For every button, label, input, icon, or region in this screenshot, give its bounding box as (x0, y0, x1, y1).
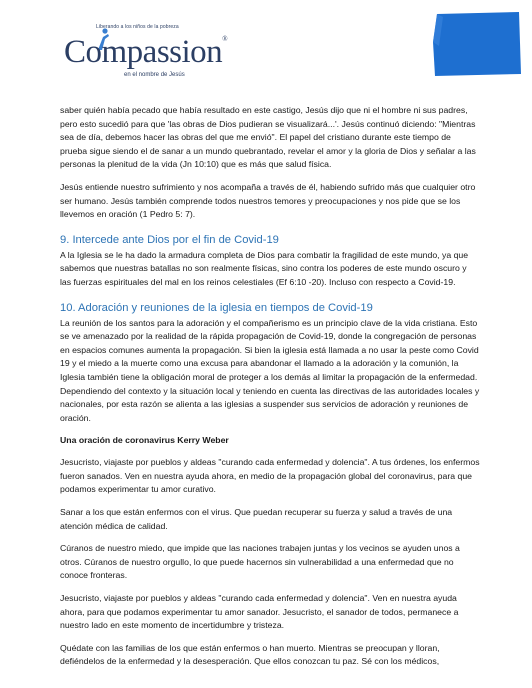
paragraph: Cúranos de nuestro miedo, que impide que las naciones trabajen juntas y los vecinos se ayuden unos a otros. Cúranos de nuestro orgullo, lo que puede hacernos sin vulnerabilidad a una enfermedad que no conoce fronteras. (60, 543, 460, 581)
paragraph: Sanar a los que están enfermos con el virus. Que puedan recuperar su fuerza y salud a través de una atención médica de calidad. (60, 507, 453, 531)
paragraph: A la Iglesia se le ha dado la armadura completa de Dios para combatir la fragilidad de este mundo, ya que sabemos que nuestras batallas no son realmente físicas, sino contra los poderes de este mundo oscuro y las fuerzas espirituales del mal en los reinos celestiales (Ef 6:10 -20). Incluso con respecto a Covid-19. (60, 249, 469, 287)
paragraph: Quédate con las familias de los que están enfermos o han muerto. Mientras se preocupan y lloran, defiéndelos de la enfermedad y la desesperación. Que ellos conozcan tu paz. Sé con los médicos, (60, 642, 440, 667)
paragraph: Jesús entiende nuestro sufrimiento y nos acompaña a través de él, habiendo sufrido más que cualquier otro ser humano. Jesús también comprende todos nuestros temores y preocupaciones y nos pide que se los llevemos en oración (1 Pedro 5: 7). (60, 181, 476, 220)
brand-color-block (433, 12, 521, 76)
paragraph: Jesucristo, viajaste por pueblos y aldeas "curando cada enfermedad y dolencia". Ven en nuestra ayuda ahora, para que podamos experimentar tu amor sanador. Jesucristo, el sanador de todos, permanece a nuestro lado en este momento de incertidumbre y tristeza. (60, 593, 459, 631)
compassion-logo (62, 22, 228, 84)
section-heading: 9. Intercede ante Dios por el fin de Covid-19 (60, 233, 279, 246)
paragraph: Jesucristo, viajaste por pueblos y aldeas "curando cada enfermedad y dolencia". A tus órdenes, los enfermos fueron sanados. Ven en nuestra ayuda ahora, en medio de la propagación global del coronavirus, para que podamos experimentar tu amor curativo. (60, 457, 480, 495)
paragraph: saber quién había pecado que había resultado en este castigo, Jesús dijo que ni el hombre ni sus padres, pero esto sucedió para que 'las obras de Dios pudieran se visualizará...'. Jesús continuó diciendo: "Mientras sea de día, debemos hacer las obras del que me envió". El papel del cristiano durante este tiempo de prueba sigue siendo el de sanar a un mundo quebrantado, revelar el amor y la gloria de Dios y señalar a las personas la plenitud de la vida (Jn 10:10) que es más que salud física. (60, 105, 476, 170)
prayer-title: Una oración de coronavirus Kerry Weber (60, 435, 229, 446)
logo-tagline: Liberando a los niños de la pobreza (96, 24, 179, 30)
paragraph: La reunión de los santos para la adoración y el compañerismo es un principio clave de la vida cristiana. Esto se ve amenazado por la realidad de la rápida propagación de Covid-19, donde la congregación de personas en espacios comunes aumenta la propagación. Si bien la iglesia está llamada a no usar la peste como Covid 19 y el miedo a la muerte como una excusa para abandonar el llamado a la adoración y la comunión, la Iglesia también tiene la obligación moral de proteger a los demás al limitar la propagación de la enfermedad. Dependiendo del contexto y la situación local y teniendo en cuenta las directivas de las autoridades locales y nacionales, por esta razón se alienta a las iglesias a suspender sus servicios de adoración y reuniones de oración. (60, 317, 480, 423)
logo-subtitle: en el nombre de Jesús (124, 72, 185, 78)
section-heading: 10. Adoración y reuniones de la iglesia en tiempos de Covid-19 (60, 301, 373, 314)
logo-wordmark: Compassion® (64, 34, 228, 70)
document-body (60, 104, 480, 678)
